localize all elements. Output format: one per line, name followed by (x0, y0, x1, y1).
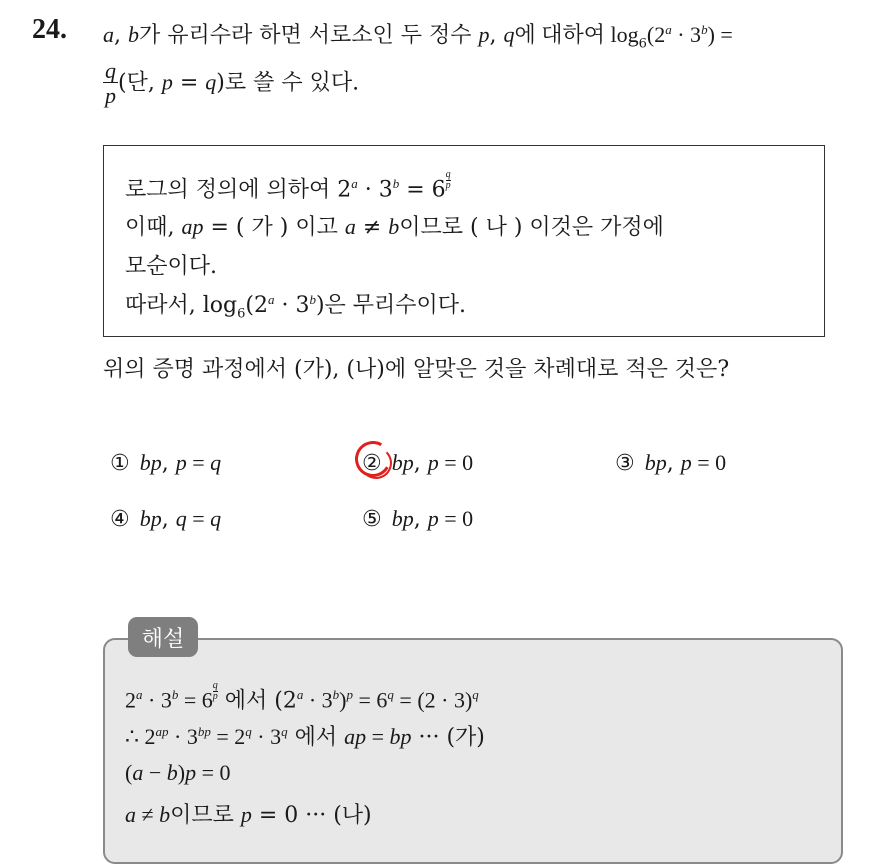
solution-line-1: $2^a \cdot 3^b = 6$ $\frac{q}{p}$ 에서 $(2^a \cdot 3^b)^p = 6^q = (2 \cdot 3)^q$ (125, 680, 479, 714)
question-text: 위의 증명 과정에서 (가), (나)에 알맞은 것을 차례대로 적은 것은? (103, 357, 730, 382)
solution-box (103, 638, 843, 864)
problem-number: 24. (32, 14, 67, 45)
fraction-q-over-p: $\frac{q}{p}$ (105, 58, 116, 108)
proof-line-2: 이때, ap = ( 가 ) 이고 a ≠ b이므로 ( 나 ) 이것은 가정에 (125, 214, 664, 240)
solution-line-2: ∴ $2^{ap} \cdot 3^{bp} = 2^q \cdot 3^q$ 에서 ap = bp ··· (가) (125, 723, 485, 750)
proof-line-4: 따라서, $\log_6(2^a \cdot 3^b)$은 무리수이다. (125, 291, 467, 322)
problem-statement-line-2: $\frac{q}{p}$ (단, p = q)로 쓸 수 있다. (105, 58, 360, 108)
answer-circle-mark-stroke (360, 447, 392, 479)
choice-1[interactable]: ① bp, p = q (110, 450, 222, 476)
proof-line-1: 로그의 정의에 의하여 $2^a \cdot 3^b = 6$ $\frac{q}{p}$ (125, 169, 451, 203)
solution-line-4: a ≠ b이므로 p = 0 ··· (나) (125, 802, 372, 828)
solution-tag: 해설 (128, 617, 198, 657)
solution-line-3: (a − b)p = 0 (125, 760, 231, 785)
problem-statement-line-1: a, b가 유리수라 하면 서로소인 두 정수 p, q에 대하여 $\log_6(2^a \cdot 3^b)$ = (103, 21, 733, 52)
choice-4[interactable]: ④ bp, q = q (110, 506, 222, 532)
choice-2[interactable]: ② bp, p = 0 (362, 450, 474, 476)
proof-line-3: 모순이다. (125, 254, 218, 279)
choice-3[interactable]: ③ bp, p = 0 (615, 450, 727, 476)
choice-5[interactable]: ⑤ bp, p = 0 (362, 506, 474, 532)
